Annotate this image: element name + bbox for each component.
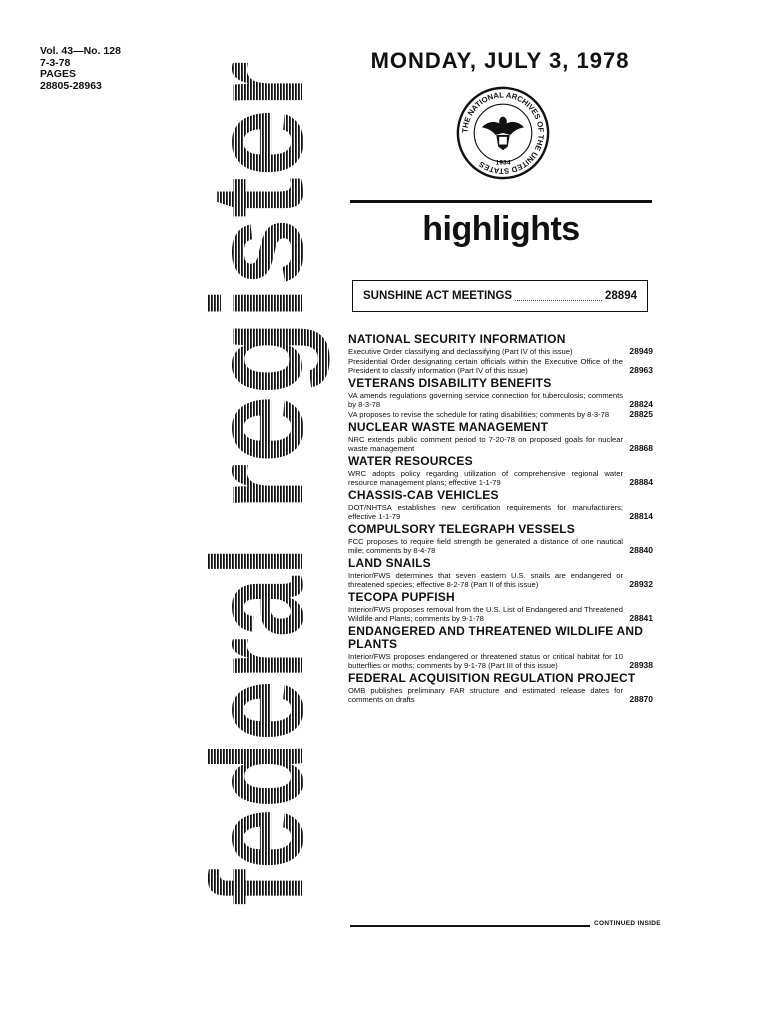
highlight-entry [348, 557, 653, 589]
entry-heading: NATIONAL SECURITY INFORMATION [348, 332, 566, 346]
highlight-entry [348, 421, 653, 453]
entry-text: FCC proposes to require field strength be generated a distance of one nautical mile; comments by 8-4-78 [348, 537, 623, 555]
highlight-entry [348, 489, 653, 521]
entry-item [348, 571, 653, 589]
entry-page: 28932 [629, 579, 653, 589]
highlight-entry [348, 455, 653, 487]
federal-register-masthead [168, 34, 330, 916]
issue-date: MONDAY, JULY 3, 1978 [370, 48, 630, 73]
entry-page: 28963 [629, 365, 653, 375]
entry-page: 28884 [629, 477, 653, 487]
highlight-entry [348, 333, 653, 375]
entry-item [348, 605, 653, 623]
entry-page: 28841 [629, 613, 653, 623]
sunshine-page: 28894 [605, 290, 637, 302]
entry-text: NRC extends public comment period to 7-20-78 on proposed goals for nuclear waste management [348, 435, 623, 453]
entry-item [348, 652, 653, 670]
header-rule [350, 200, 652, 203]
entry-heading: VETERANS DISABILITY BENEFITS [348, 376, 552, 390]
seal-year: 1934 [495, 159, 511, 167]
leader-dots [515, 292, 602, 301]
sunshine-act-box [352, 280, 648, 312]
footer-rule [350, 925, 590, 927]
masthead-logo [168, 34, 330, 916]
pages-label: PAGES [40, 68, 76, 80]
entry-text: VA proposes to revise the schedule for rating disabilities; comments by 8-3-78 [348, 410, 610, 419]
masthead-word-register: register [184, 34, 330, 511]
entry-item [348, 347, 653, 356]
entry-item [348, 410, 653, 419]
entry-text: Interior/FWS proposes endangered or threatened status or critical habitat for 10 butterflies or moths; comments by 9-1-78 (Part III of this issue) [348, 652, 623, 670]
entry-heading: NUCLEAR WASTE MANAGEMENT [348, 420, 549, 434]
entry-heading: LAND SNAILS [348, 556, 431, 570]
entry-item [348, 537, 653, 555]
pages-range: 28805-28963 [40, 79, 102, 92]
entry-text: Interior/FWS proposes removal from the U.S. List of Endangered and Threatened Wildlife and Plants; comments by 9-1-78 [348, 605, 623, 623]
entry-text: Executive Order classifying and declassifying (Part IV of this issue) [348, 347, 573, 356]
entry-text: WRC adopts policy regarding utilization of comprehensive regional water resource management plans; effective 1-1-79 [348, 469, 623, 487]
entry-item [348, 435, 653, 453]
entry-page: 28824 [629, 399, 653, 409]
entry-heading: WATER RESOURCES [348, 454, 473, 468]
entry-page: 28870 [629, 694, 653, 704]
entry-item [348, 686, 653, 704]
entry-page: 28949 [629, 346, 653, 356]
highlight-entry [348, 377, 653, 419]
entry-heading: ENDANGERED AND THREATENED WILDLIFE AND PLANTS [348, 624, 644, 651]
masthead-word-federal: federal [184, 479, 330, 906]
sunshine-label: SUNSHINE ACT MEETINGS [363, 290, 513, 302]
entry-page: 28840 [629, 545, 653, 555]
continued-inside: CONTINUED INSIDE [594, 920, 661, 927]
entry-page: 28868 [629, 443, 653, 453]
volume-number: Vol. 43—No. 128 [40, 45, 121, 57]
highlights-title: highlights [422, 210, 580, 248]
highlight-entry [348, 672, 653, 704]
entry-heading: COMPULSORY TELEGRAPH VESSELS [348, 522, 575, 536]
entry-text: DOT/NHTSA establishes new certification requirements for manufacturers; effective 1-1-79 [348, 503, 623, 521]
highlight-entry [348, 523, 653, 555]
entry-text: OMB publishes preliminary FAR structure and estimated release dates for comments on drafts [348, 686, 623, 704]
entry-heading: CHASSIS-CAB VEHICLES [348, 488, 499, 502]
entry-item [348, 503, 653, 521]
entry-item [348, 469, 653, 487]
entry-page: 28938 [629, 660, 653, 670]
issue-date-short: 7-3-78 [40, 56, 71, 69]
highlights-list [348, 333, 653, 706]
entry-text: Interior/FWS determines that seven eastern U.S. snails are endangered or threatened species; effective 8-2-78 (Part II of this issue) [348, 571, 623, 589]
entry-page: 28814 [629, 511, 653, 521]
highlight-entry [348, 591, 653, 623]
entry-page: 28825 [629, 409, 653, 419]
issue-meta [40, 46, 121, 92]
national-archives-seal [455, 85, 551, 181]
highlight-entry [348, 625, 653, 670]
entry-heading: TECOPA PUPFISH [348, 590, 455, 604]
entry-item [348, 357, 653, 375]
entry-item [348, 391, 653, 409]
entry-heading: FEDERAL ACQUISITION REGULATION PROJECT [348, 671, 636, 685]
entry-text: VA amends regulations governing service connection for tuberculosis; comments by 8-3-78 [348, 391, 623, 409]
seal-text: THE NATIONAL ARCHIVES OF THE UNITED STATES [460, 90, 546, 176]
entry-text: Presidential Order designating certain officials within the Executive Office of the President to classify information (Part IV of this issue) [348, 357, 623, 375]
